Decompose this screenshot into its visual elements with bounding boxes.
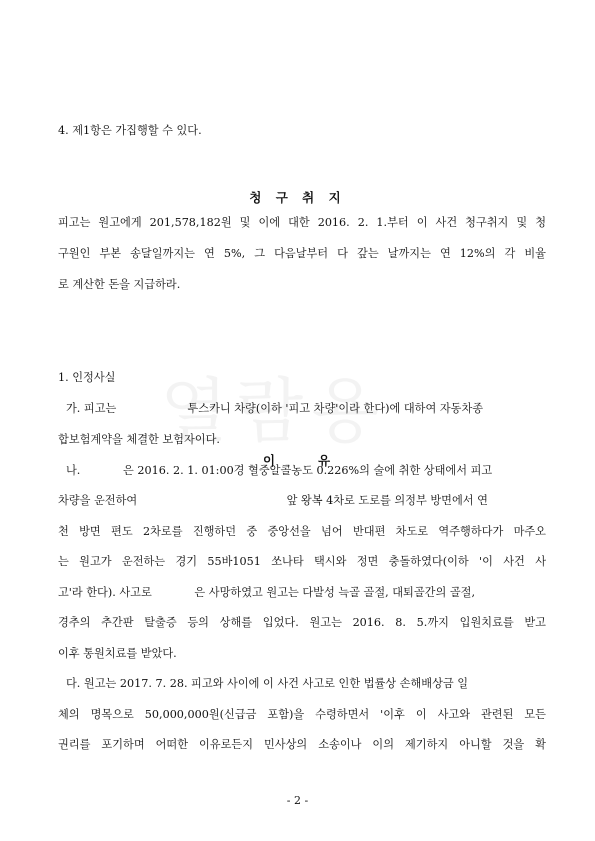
- claim-heading: 청 구 취 지: [249, 190, 346, 205]
- para-na-line-7: 이후 통원치료를 받았다.: [58, 647, 177, 660]
- section-1-title: 1. 인정사실: [58, 371, 116, 384]
- para-ga-line-1: 가. 피고는 투스카니 차량(이하 '피고 차량'이라 한다)에 대하여 자동차종: [66, 402, 484, 415]
- para-na-line-2: 차량을 운전하여 앞 왕복 4차로 도로를 의정부 방면에서 연: [58, 494, 488, 507]
- para-na-line-6: 경추의 추간판 탈출증 등의 상해를 입었다. 원고는 2016. 8. 5.까지 입원치료를 받고: [58, 616, 546, 629]
- claim-line-2: 구원인 부본 송달일까지는 연 5%, 그 다음날부터 다 갚는 날까지는 연 12%의 각 비율: [58, 247, 546, 260]
- para-na-line-5: 고'라 한다). 사고로 은 사망하였고 원고는 다발성 늑골 골절, 대퇴골간의 골절,: [58, 586, 476, 599]
- reason-heading-left: 이: [263, 453, 276, 468]
- para-na-line-3: 천 방면 편도 2차로를 진행하던 중 중앙선을 넘어 반대편 차도로 역주행하다가 마주오: [58, 525, 546, 538]
- para-ga-line-2: 합보험계약을 체결한 보험자이다.: [58, 433, 220, 446]
- page-number: - 2 -: [286, 794, 309, 807]
- claim-line-1: 피고는 원고에게 201,578,182원 및 이에 대한 2016. 2. 1.부터 이 사건 청구취지 및 청: [58, 216, 546, 229]
- para-na-line-1: 나. 은 2016. 2. 1. 01:00경 혈중알콜농도 0.226%의 술에 취한 상태에서 피고: [66, 464, 493, 477]
- para-da-line-2: 체의 명목으로 50,000,000원(신급금 포함)을 수령하면서 '이후 이 사고와 관련된 모든: [58, 708, 546, 721]
- reason-heading-right: 유: [318, 453, 331, 468]
- para-da-line-3: 권리를 포기하며 어떠한 이유로든지 민사상의 소송이나 이의 제기하지 아니할 것을 확: [58, 738, 546, 751]
- para-da-line-1: 다. 원고는 2017. 7. 28. 피고와 사이에 이 사건 사고로 인한 법률상 손해배상금 일: [66, 677, 469, 690]
- item-4: 4. 제1항은 가집행할 수 있다.: [58, 124, 202, 137]
- para-na-line-4: 는 원고가 운전하는 경기 55바1051 쏘나타 택시와 정면 충돌하였다(이하 '이 사건 사: [58, 555, 546, 568]
- claim-line-3: 로 계산한 돈을 지급하라.: [58, 278, 181, 291]
